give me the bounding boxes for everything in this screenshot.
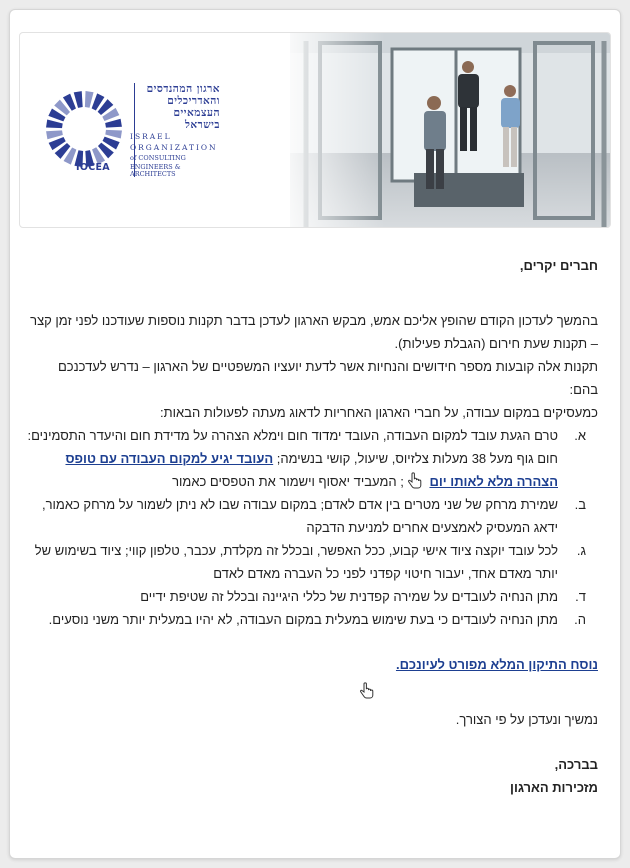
- full-amendment-link[interactable]: נוסח התיקון המלא מפורט לעיונכם.: [395, 657, 598, 672]
- list-item: [26, 585, 598, 608]
- logo-segment: [46, 119, 63, 128]
- continue-updates-line: נמשיך ונעדכן על פי הצורך.: [455, 712, 598, 727]
- header-banner: [19, 32, 611, 228]
- letter-body: [26, 242, 598, 799]
- list-marker: א.: [574, 428, 586, 443]
- hand-pointer-row: [26, 676, 598, 708]
- pointing-hand-icon[interactable]: [358, 682, 376, 700]
- list-item-text: מתן הנחיה לעובדים כי בעת שימוש במעלית במקום העבודה, לא יהיו במעלית יותר משני נוסעים.: [48, 612, 558, 627]
- closing-line: בברכה,: [554, 757, 598, 772]
- logo-text: [130, 83, 220, 179]
- logo-hebrew-line: והאדריכלים: [167, 95, 220, 108]
- logo-hebrew-line: ארגון המהנדסים: [146, 83, 220, 95]
- actions-list: [26, 424, 598, 631]
- logo-segment: [105, 130, 122, 139]
- list-item: [26, 493, 598, 539]
- regulations-paragraph: תקנות אלה קובעות מספר חידושים והנחיות אשר לדעת יועציו המשפטיים של הארגון – נדרש לעדכנכם בהם:: [57, 359, 598, 397]
- list-item-text: לכל עובד יוקצה ציוד אישי קבוע, ככל האפשר, ובכלל זה מקלדת, עכבר, טלפון קווי; ציוד בשימוש של יותר מאדם אחד, יעבור חיטוי קפדני לפני כל העברה מאדם לאדם: [34, 543, 558, 581]
- intro-paragraph: בהמשך לעדכון הקודם שהופץ אליכם אמש, מבקש הארגון לעדכן בדבר תקנות נוספות שעודכנו לפני זמן קצר – תקנות שעת חירום (הגבלת פעילות).: [30, 313, 598, 351]
- logo-english-line: ISRAEL: [130, 132, 172, 142]
- logo-segment: [74, 91, 83, 108]
- logo-acronym: IOCEA: [76, 162, 110, 173]
- list-item: [26, 608, 598, 631]
- logo-mark: [46, 91, 122, 167]
- signature: מזכירות הארגון: [510, 780, 598, 795]
- logo-english-line: ENGINEERS & ARCHITECTS: [130, 162, 181, 179]
- logo-hebrew-line: העצמאיים: [173, 107, 220, 120]
- declaration-form-link[interactable]: העובד יגיע למקום העבודה עם טופס הצהרה מלא לאותו יום: [65, 451, 558, 489]
- list-item: [26, 539, 598, 585]
- list-item-text: מתן הנחיה לעובדים על שמירה קפדנית של כללי היגיינה ובכלל זה שטיפת ידיים: [140, 589, 558, 604]
- employers-paragraph: כמעסיקים במקום עבודה, על חברי הארגון האחריות לדאוג מעתה לפעולות הבאות:: [160, 405, 598, 420]
- list-item-text: שמירת מרחק של שני מטרים בין אדם לאדם; במקום עבודה שבו לא ניתן לשמור על מרחק כאמור, ידאג המעסיק לאמצעים אחרים למניעת הדבקה: [41, 497, 558, 535]
- list-item-text: ; המעביד יאסוף וישמור את הטפסים כאמור: [172, 474, 404, 489]
- logo-english-line: ORGANIZATION: [130, 142, 218, 152]
- newsletter-card: [9, 9, 621, 859]
- list-marker: ה.: [574, 612, 586, 627]
- list-item-text: טרם הגעת עובד למקום העבודה, העובד ימדוד חום וימלא הצהרה על מדידת חום והיעדר התסמינים: חום גוף מעל 38 מעלות צלזיוס, שיעול, קושי בנשימה;: [27, 428, 558, 466]
- pointing-hand-icon[interactable]: [406, 472, 424, 490]
- logo-segment: [46, 130, 63, 139]
- list-marker: ב.: [574, 497, 586, 512]
- list-marker: ד.: [575, 589, 586, 604]
- logo-segment: [105, 119, 122, 128]
- list-marker: ג.: [576, 543, 586, 558]
- banner-graphic: [20, 33, 611, 228]
- logo-hebrew-line: בישראל: [184, 119, 220, 132]
- logo-english-line: of CONSULTING: [130, 153, 186, 162]
- greeting: חברים יקרים,: [519, 258, 598, 273]
- list-item: [26, 424, 598, 493]
- logo-segment: [85, 91, 94, 108]
